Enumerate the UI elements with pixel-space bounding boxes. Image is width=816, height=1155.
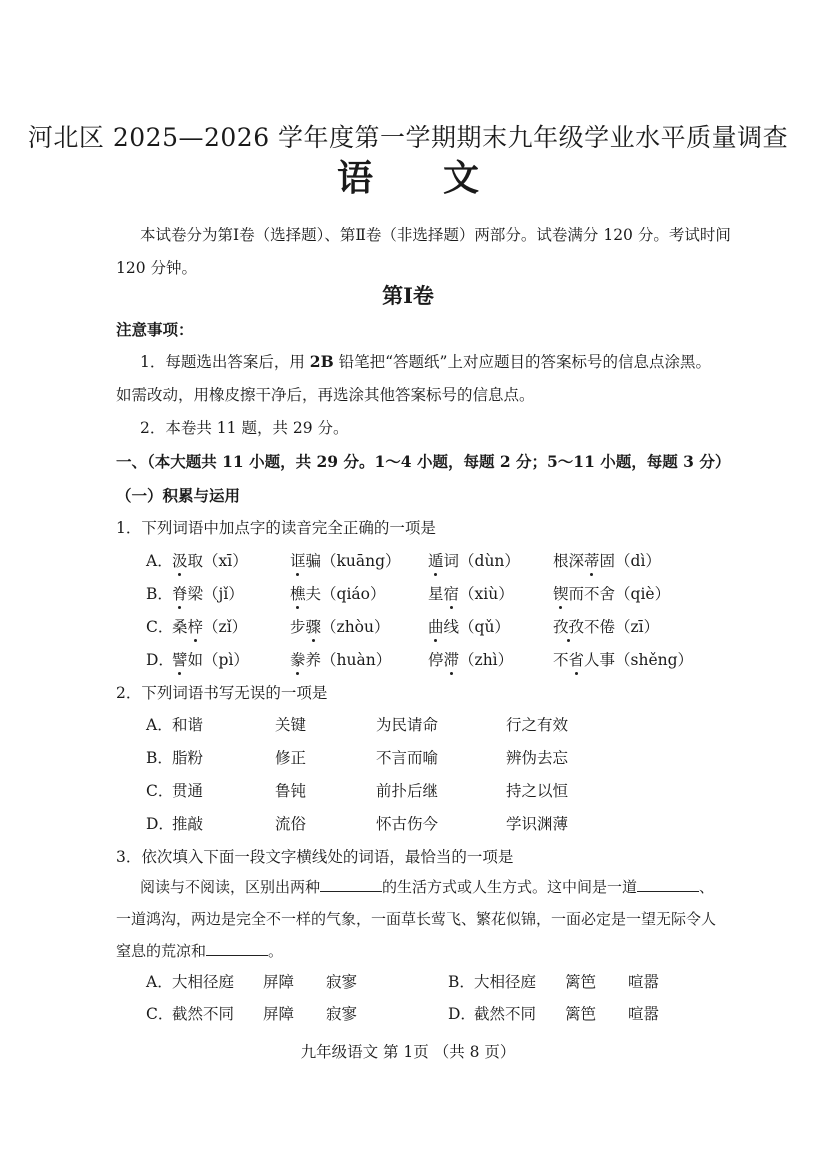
dotted-char: 孜孜 (553, 618, 585, 636)
option-text: 辨伪去忘 (506, 749, 569, 767)
word-part: 人事（shěng） (584, 651, 694, 669)
dotted-char: 遁 (428, 552, 444, 570)
option-label: B． (146, 585, 173, 603)
word-part: 如（pì） (187, 651, 249, 669)
notes-heading: 注意事项： (116, 320, 194, 339)
option-text (172, 582, 244, 604)
word-part: 根深 (553, 552, 585, 570)
passage-text: 窒息的荒凉和 (116, 942, 207, 960)
option-label: D． (146, 815, 174, 833)
option-text: 篱笆 (565, 1005, 597, 1023)
passage-text: 阅读与不阅读，区别出两种 (140, 878, 321, 896)
dotted-char: 滞 (443, 651, 460, 669)
question-2-stem: 2．下列词语书写无误的一项是 (116, 684, 328, 702)
option-text: 不言而喻 (376, 749, 439, 767)
option-text: 学识渊薄 (506, 815, 569, 833)
question-1-stem: 1．下列词语中加点字的读音完全正确的一项是 (116, 519, 436, 537)
note-item-1 (140, 350, 711, 372)
word-part: （zhì） (459, 651, 514, 669)
option-text (172, 549, 248, 571)
word-part: 骗（kuāng） (305, 552, 401, 570)
option-text (172, 615, 247, 637)
option-text (290, 648, 391, 670)
option-label: B． (146, 749, 173, 767)
passage-line-3 (116, 940, 283, 961)
option-text: 寂寥 (326, 1005, 358, 1023)
option-label: C． (146, 782, 174, 800)
word-part: 固（dì） (599, 552, 661, 570)
word-part: 桑 (172, 618, 188, 636)
passage-line-2: 一道鸿沟，两边是完全不一样的气象，一面草长莺飞、繁花似锦，一面必定是一望无际令人 (116, 910, 717, 928)
option-text (553, 648, 693, 670)
dotted-char: 豢 (290, 651, 306, 669)
word-part: （zhòu） (321, 618, 390, 636)
option-text: 鲁钝 (275, 782, 307, 800)
subject-char-2: 文 (443, 157, 480, 199)
option-text (290, 549, 401, 571)
note-item-1-bold: 2B (309, 352, 334, 371)
option-label: A． (146, 973, 173, 991)
word-part: 不倦（zī） (584, 618, 660, 636)
option-text: 行之有效 (506, 716, 569, 734)
option-text: 贯通 (172, 782, 204, 800)
passage-text: 、 (699, 878, 715, 896)
option-label: C． (146, 1005, 174, 1023)
option-text (172, 648, 249, 670)
dotted-char: 骤 (305, 618, 322, 636)
dotted-char: 譬 (172, 651, 188, 669)
option-text (290, 582, 385, 604)
option-text: 为民请命 (376, 716, 439, 734)
option-text (428, 549, 520, 571)
option-text (290, 615, 390, 637)
intro-line-1: 本试卷分为第Ⅰ卷（选择题）、第Ⅱ卷（非选择题）两部分。试卷满分 120 分。考试时间 (140, 226, 731, 244)
option-text: 喧嚣 (628, 1005, 660, 1023)
note-item-1-b: 铅笔把“答题纸”上对应题目的答案标号的信息点涂黑。 (333, 353, 711, 371)
dotted-char: 曲 (428, 618, 444, 636)
answer-blank-1 (320, 877, 382, 892)
option-text: 寂寥 (326, 973, 358, 991)
intro-line-2: 120 分钟。 (116, 259, 198, 277)
note-item-1-a: 1．每题选出答案后，用 (140, 353, 310, 371)
option-text (428, 648, 513, 670)
option-text (428, 582, 514, 604)
option-label: A． (146, 552, 173, 570)
note-item-2: 2．本卷共 11 题，共 29 分。 (140, 419, 349, 437)
dotted-char: 汲 (172, 552, 188, 570)
option-text: 流俗 (275, 815, 307, 833)
option-text: 脂粉 (172, 749, 204, 767)
word-part: 步 (290, 618, 306, 636)
word-part: 星 (428, 585, 444, 603)
word-part: 取（xī） (187, 552, 248, 570)
option-text: 持之以恒 (506, 782, 569, 800)
word-part: （xiù） (459, 585, 514, 603)
exam-title: 河北区 2025—2026 学年度第一学期期末九年级学业水平质量调查 (27, 123, 789, 152)
option-text: 关键 (275, 716, 307, 734)
option-text (428, 615, 510, 637)
option-text (553, 549, 661, 571)
word-part: 词（dùn） (443, 552, 520, 570)
option-text: 屏障 (263, 1005, 295, 1023)
word-part: 停 (428, 651, 444, 669)
option-text: 怀古伤今 (376, 815, 439, 833)
option-text: 修正 (275, 749, 307, 767)
option-text: 前扑后继 (376, 782, 439, 800)
option-text: 大相径庭 (172, 973, 235, 991)
option-label: B． (448, 973, 475, 991)
word-part: 夫（qiáo） (305, 585, 386, 603)
dotted-char: 宿 (443, 585, 460, 603)
passage-text: 的生活方式或人生方式。这中间是一道 (382, 878, 638, 896)
note-item-1-line-2: 如需改动，用橡皮擦干净后，再选涂其他答案标号的信息点。 (116, 386, 535, 404)
option-label: A． (146, 716, 173, 734)
word-part: 线（qǔ） (443, 618, 510, 636)
passage-text: 。 (268, 942, 284, 960)
answer-blank-2 (637, 877, 699, 892)
subject-title (0, 150, 816, 201)
option-text: 推敲 (172, 815, 204, 833)
dotted-char: 脊 (172, 585, 188, 603)
option-text: 和谐 (172, 716, 204, 734)
word-part: 而不舍（qiè） (568, 585, 671, 603)
option-text: 截然不同 (172, 1005, 235, 1023)
option-text: 篱笆 (565, 973, 597, 991)
dotted-char: 诓 (290, 552, 306, 570)
dotted-char: 蒂 (584, 552, 600, 570)
option-text: 屏障 (263, 973, 295, 991)
subject-char-1: 语 (336, 157, 373, 199)
word-part: 不 (553, 651, 569, 669)
word-part: 梁（jǐ） (187, 585, 244, 603)
dotted-char: 省 (568, 651, 585, 669)
option-text: 大相径庭 (474, 973, 537, 991)
option-text: 截然不同 (474, 1005, 537, 1023)
option-label: C． (146, 618, 174, 636)
passage-line-1 (140, 876, 714, 897)
section-heading: 一、（本大题共 11 小题，共 29 分。1～4 小题，每题 2 分；5～11 小题，每题 3 分） (116, 452, 731, 471)
question-3-stem: 3．依次填入下面一段文字横线处的词语，最恰当的一项是 (116, 848, 514, 866)
dotted-char: 锲 (553, 585, 569, 603)
page-footer: 九年级语文 第 1页 （共 8 页） (300, 1043, 516, 1061)
dotted-char: 梓 (187, 618, 204, 636)
option-text: 喧嚣 (628, 973, 660, 991)
subsection-heading: （一）积累与运用 (116, 486, 241, 505)
volume-title: 第Ⅰ卷 (382, 283, 434, 308)
option-text (553, 582, 670, 604)
answer-blank-3 (206, 941, 268, 956)
option-label: D． (448, 1005, 476, 1023)
dotted-char: 樵 (290, 585, 306, 603)
option-label: D． (146, 651, 174, 669)
word-part: （zǐ） (203, 618, 248, 636)
option-text (553, 615, 659, 637)
word-part: 养（huàn） (305, 651, 392, 669)
